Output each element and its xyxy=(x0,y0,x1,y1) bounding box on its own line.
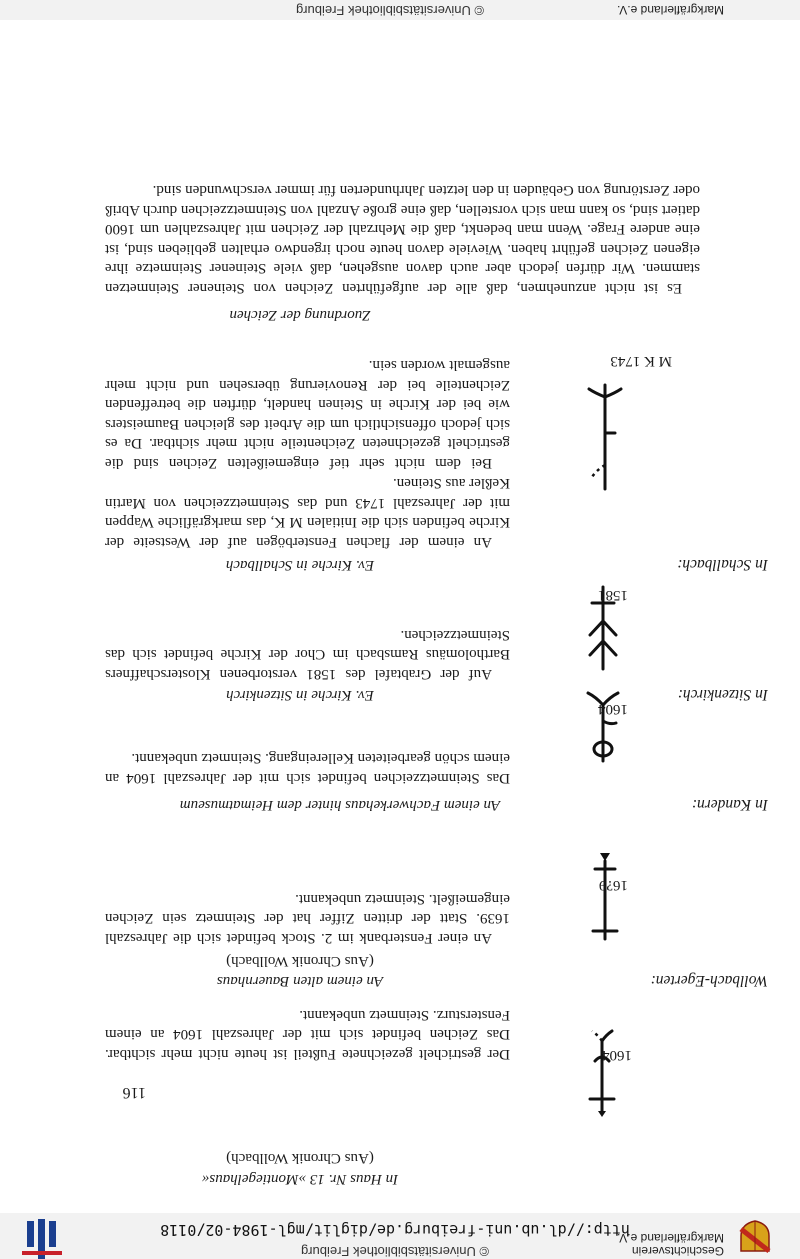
entry-heading: Ev. Kirche in Sitzenkirch xyxy=(226,687,374,703)
entry-text: Das Steinmetzzeichen befindet sich mit der Jahreszahl 1604 an einem schön gearbeiteten Kellereingang. Steinmetz unbekannt. xyxy=(105,750,510,786)
location-label: In Sitzenkirch: xyxy=(677,686,768,703)
society-name: Markgräflerland e.V. xyxy=(617,3,724,17)
copyright-notice: © Universitätsbibliothek Freiburg xyxy=(300,1244,490,1259)
location-label: Wollbach-Egerten: xyxy=(650,972,768,989)
viewer-header xyxy=(0,1213,800,1259)
location-label: In Schallbach: xyxy=(677,556,768,573)
entry-heading: Ev. Kirche in Schallbach xyxy=(225,557,375,573)
entry-text: Der gestrichelt gezeichnete Fußteil ist heute nicht mehr sichtbar. Das Zeichen befindet sich mit der Jahreszahl 1604 an einem Fenstersturz. Steinmetz unbekannt. xyxy=(105,1007,510,1062)
society-crest xyxy=(738,1220,772,1254)
location-label: In Kandern: xyxy=(691,796,768,813)
stonemason-mark-1604-icon xyxy=(572,1026,632,1121)
document-url[interactable]: http://dl.ub.uni-freiburg.de/diglit/mgl-1984-02/0118 xyxy=(160,1221,630,1239)
page-number: 116 xyxy=(122,1084,146,1101)
closing-paragraph: Es ist nicht anzunehmen, daß alle der aufgeführten Zeichen von Steinener Steinmetzen stammen. Wir dürfen jedoch aber auch davon ausgehen, daß viele Steinener Steinmetze ihre eigenen Zeichen geführt haben. Wieviele davon heute noch irgendwo erhalten geblieben sind, ist eine andere Frage. Wenn man bedenkt, daß die Mehrzahl der Zeichen mit Jahreszahlen um 1600 datiert sind, so kann man sich vorstellen, daß eine große Anzahl von Steinmetzzeichen durch Abriß oder Zerstörung von Gebäuden in den letzten Jahrhunderten für immer verschwunden sind. xyxy=(105,182,700,296)
viewer-footer xyxy=(0,0,800,20)
entry-heading: An einem alten Bauernhaus xyxy=(216,973,384,989)
entry-heading: In Haus Nr. 13 »Montiegelhaus« xyxy=(201,1171,399,1187)
society-line-1: Geschichtsverein xyxy=(631,1244,724,1258)
mark-label: 16?9 xyxy=(598,877,628,893)
ub-freiburg-logo xyxy=(22,1217,62,1259)
society-line-2: Markgräflerland e.V. xyxy=(617,1231,724,1245)
mark-label: 1604 xyxy=(602,1047,632,1063)
stonemason-mark-1743-icon xyxy=(575,383,635,493)
entry-text: Auf der Grabtafel des 1581 verstorbenen Klosterschaffners Bartholomäus Ramsbach im Chor der Kirche befindet sich das Steinmetzzeichen. xyxy=(105,627,510,682)
document-page xyxy=(0,20,800,1213)
section-heading: Zuordnung der Zeichen xyxy=(229,307,371,323)
mark-label: 1581 xyxy=(598,587,628,603)
entry-source: (Aus Chronik Wollbach) xyxy=(226,1150,374,1166)
entry-text: An einem der flachen Fensterbögen auf der Westseite der Kirche befinden sich die Initialen M K, das markgräfliche Wappen mit der Jahreszahl 1743 und das Steinmetzzeichen von Martin Keßler aus Steinen. xyxy=(105,475,510,550)
stonemason-mark-1639-icon xyxy=(575,850,635,945)
mark-label: M K 1743 xyxy=(610,353,672,369)
copyright-notice: © Universitätsbibliothek Freiburg xyxy=(295,3,485,18)
mark-label: 1604 xyxy=(598,701,628,717)
entry-text-continued: Bei dem nicht sehr tief eingemeißelten Zeichen sind die gestrichelt gezeichneten Zeichenteile nicht mehr sichtbar. Da es sich jedoch offensichtlich um die Arbeit des gleichen Baumeisters wie bei der Kirche in Steinen handelt, dürften die betreffenden Zeichenteile bei der Renovierung übersehen und nicht mehr ausgemalt worden sein. xyxy=(105,357,510,471)
entry-text: An einer Fensterbank im 2. Stock befindet sich die Jahreszahl 1639. Statt der dritten Ziffer hat der Steinmetz sein Zeichen eingemeißelt. Steinmetz unbekannt. xyxy=(105,891,510,946)
entry-heading: An einem Fachwerkehaus hinter dem Heimatmuseum xyxy=(179,797,501,813)
entry-source: (Aus Chronik Wollbach) xyxy=(226,953,374,969)
